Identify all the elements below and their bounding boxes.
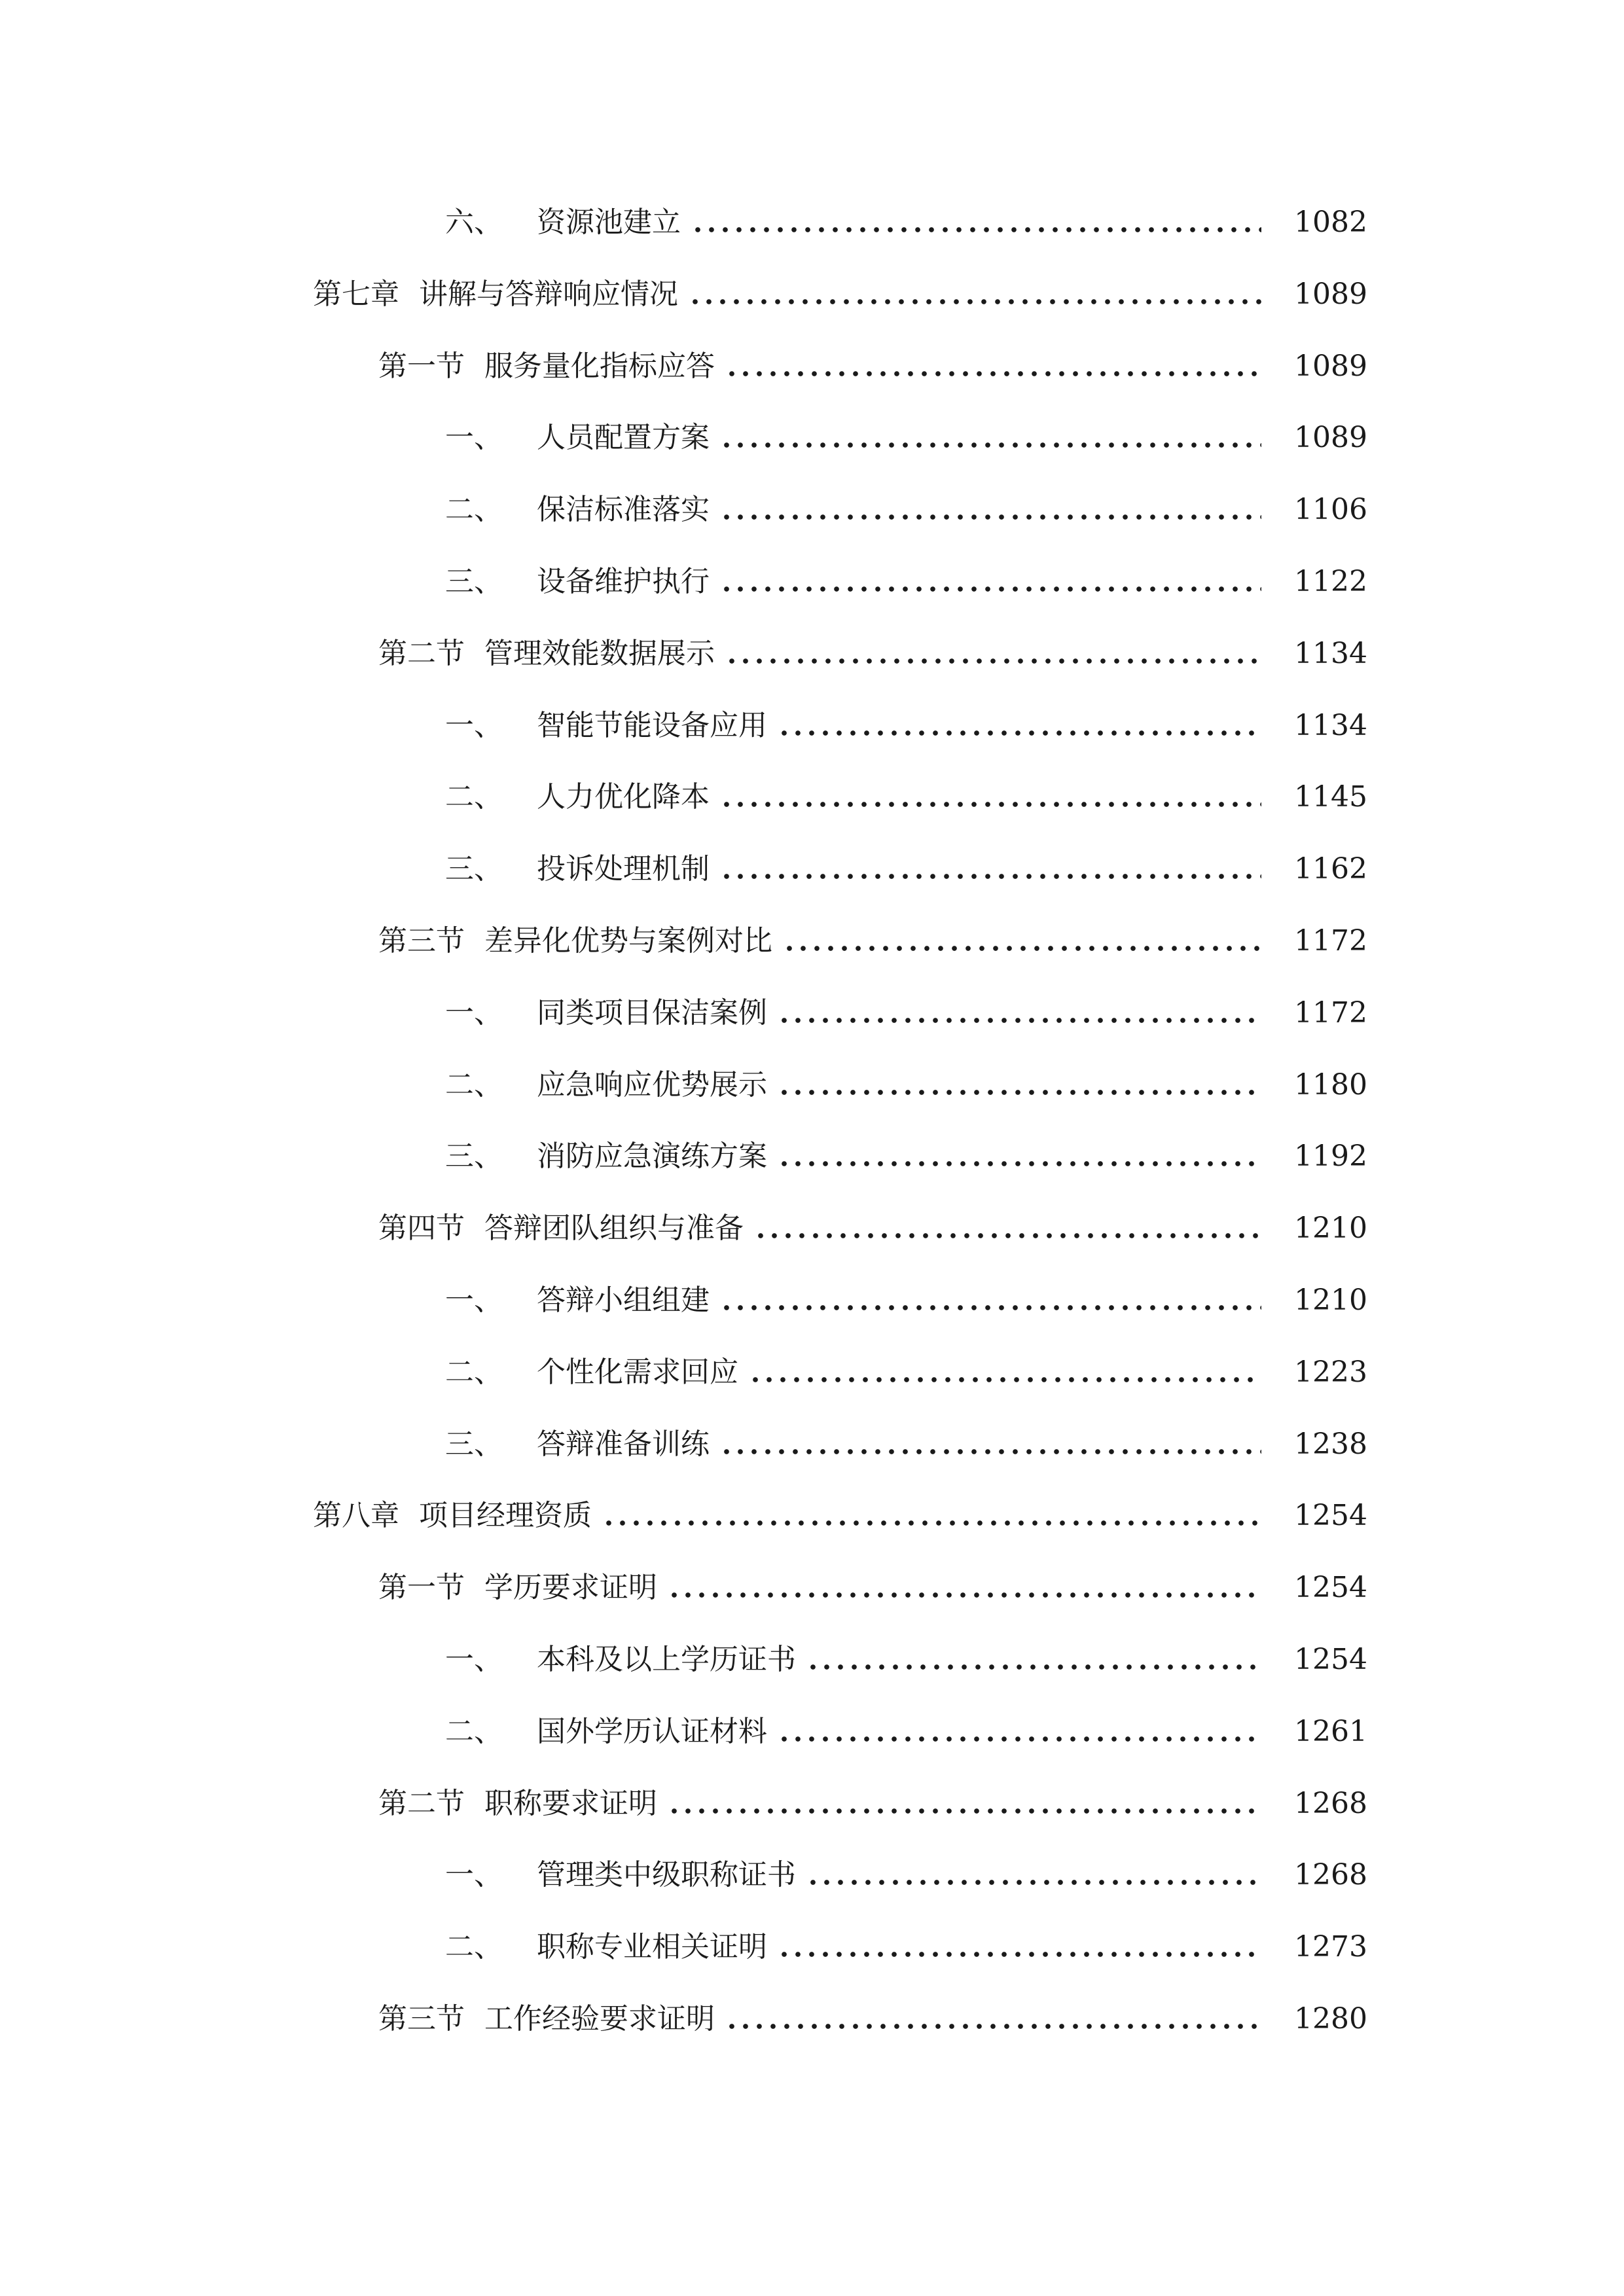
toc-entry[interactable] xyxy=(0,915,1624,967)
toc-entry-title: 智能节能设备应用 xyxy=(537,708,767,742)
toc-entry-title: 答辩小组组建 xyxy=(537,1283,710,1317)
toc-entry-page-number: 1082 xyxy=(1294,206,1367,239)
table-of-contents xyxy=(0,196,1624,2160)
dot-leader xyxy=(724,1449,1261,1456)
dot-leader xyxy=(672,1592,1261,1599)
toc-entry[interactable] xyxy=(0,1634,1624,1686)
toc-entry[interactable] xyxy=(0,843,1624,895)
toc-entry-page-wrap xyxy=(1276,484,1367,536)
toc-entry[interactable] xyxy=(0,771,1624,823)
toc-entry-title: 工作经验要求证明 xyxy=(484,2002,715,2036)
toc-entry-page-number: 1254 xyxy=(1294,1643,1367,1676)
dot-leader xyxy=(753,1377,1261,1384)
toc-entry[interactable] xyxy=(0,1849,1624,1901)
toc-entry-title: 个性化需求回应 xyxy=(537,1355,738,1389)
toc-entry[interactable] xyxy=(0,484,1624,536)
toc-entry-number: 六、 xyxy=(445,206,503,239)
toc-entry-page-number: 1254 xyxy=(1294,1571,1367,1605)
toc-entry-page-number: 1210 xyxy=(1294,1283,1367,1317)
toc-entry-page-number: 1172 xyxy=(1294,996,1367,1030)
dot-leader xyxy=(672,1808,1261,1815)
toc-entry-title: 投诉处理机制 xyxy=(537,852,710,886)
toc-entry-page-wrap xyxy=(1276,268,1367,321)
toc-entry-label xyxy=(378,1562,1276,1614)
toc-entry[interactable] xyxy=(0,987,1624,1039)
toc-entry[interactable] xyxy=(0,268,1624,321)
dot-leader xyxy=(729,2024,1261,2030)
toc-entry-page-number: 1238 xyxy=(1294,1427,1367,1461)
toc-entry-label xyxy=(313,268,1276,321)
toc-entry-label xyxy=(445,556,1276,608)
toc-entry-label xyxy=(378,1202,1276,1255)
toc-entry-page-number: 1162 xyxy=(1294,852,1367,886)
toc-entry-page-wrap xyxy=(1276,1634,1367,1686)
toc-entry[interactable] xyxy=(0,1202,1624,1255)
toc-entry-page-number: 1180 xyxy=(1294,1067,1367,1102)
toc-entry-title: 国外学历认证材料 xyxy=(537,1714,767,1748)
toc-entry-number: 三、 xyxy=(445,1139,503,1174)
toc-entry-page-number: 1089 xyxy=(1294,349,1367,383)
toc-entry[interactable] xyxy=(0,340,1624,393)
toc-entry-label xyxy=(445,1346,1276,1399)
dot-leader xyxy=(695,227,1261,234)
dot-leader xyxy=(724,442,1261,449)
toc-entry-page-wrap xyxy=(1276,771,1367,823)
toc-entry[interactable] xyxy=(0,196,1624,249)
toc-entry[interactable] xyxy=(0,1130,1624,1183)
toc-entry-title: 本科及以上学历证书 xyxy=(537,1643,796,1676)
dot-leader xyxy=(724,514,1261,521)
toc-entry-label xyxy=(445,843,1276,895)
dot-leader xyxy=(782,730,1261,737)
toc-entry-title: 职称要求证明 xyxy=(484,1786,657,1820)
toc-entry-label xyxy=(445,196,1276,249)
dot-leader xyxy=(606,1520,1261,1527)
toc-entry[interactable] xyxy=(0,1706,1624,1758)
toc-entry-page-wrap xyxy=(1276,700,1367,752)
toc-entry[interactable] xyxy=(0,1059,1624,1111)
toc-entry-title: 消防应急演练方案 xyxy=(537,1139,767,1174)
toc-entry-page-wrap xyxy=(1276,1059,1367,1111)
toc-entry-page-number: 1106 xyxy=(1294,493,1367,527)
toc-entry-page-number: 1254 xyxy=(1294,1499,1367,1533)
toc-entry-page-wrap xyxy=(1276,412,1367,464)
dot-leader xyxy=(724,802,1261,808)
toc-entry-label xyxy=(445,700,1276,752)
toc-entry-title: 应急响应优势展示 xyxy=(537,1067,767,1102)
dot-leader xyxy=(782,1090,1261,1096)
toc-entry-page-number: 1122 xyxy=(1294,565,1367,598)
toc-entry-page-number: 1089 xyxy=(1294,421,1367,455)
toc-entry-number: 一、 xyxy=(445,708,503,742)
toc-entry-label xyxy=(445,412,1276,464)
toc-entry-label xyxy=(445,484,1276,536)
toc-entry-page-wrap xyxy=(1276,915,1367,967)
toc-entry-number: 一、 xyxy=(445,1283,503,1317)
toc-entry-number: 第二节 xyxy=(378,1786,465,1820)
toc-entry-number: 第四节 xyxy=(378,1211,465,1246)
toc-entry-page-wrap xyxy=(1276,1346,1367,1399)
toc-entry-title: 项目经理资质 xyxy=(419,1499,592,1533)
toc-entry-page-number: 1268 xyxy=(1294,1786,1367,1820)
toc-entry-page-number: 1192 xyxy=(1294,1139,1367,1174)
toc-entry-title: 讲解与答辩响应情况 xyxy=(419,277,678,311)
toc-entry-page-wrap xyxy=(1276,340,1367,393)
toc-entry-page-number: 1261 xyxy=(1294,1714,1367,1748)
toc-entry[interactable] xyxy=(0,1921,1624,1973)
toc-entry-number: 第二节 xyxy=(378,636,465,670)
toc-entry-number: 二、 xyxy=(445,780,503,814)
toc-entry-number: 一、 xyxy=(445,1643,503,1676)
toc-entry-page-number: 1273 xyxy=(1294,1930,1367,1964)
toc-entry-page-wrap xyxy=(1276,987,1367,1039)
toc-entry-label xyxy=(378,1778,1276,1830)
toc-entry[interactable] xyxy=(0,1778,1624,1830)
toc-entry-page-wrap xyxy=(1276,1130,1367,1183)
toc-entry-number: 三、 xyxy=(445,1427,503,1461)
toc-entry-page-wrap xyxy=(1276,1993,1367,2045)
toc-entry-number: 一、 xyxy=(445,1858,503,1892)
toc-entry-page-number: 1145 xyxy=(1294,780,1367,814)
toc-entry-label xyxy=(378,915,1276,967)
toc-entry-label xyxy=(445,1418,1276,1471)
toc-entry-label xyxy=(313,1490,1276,1542)
toc-entry-number: 第三节 xyxy=(378,924,465,958)
toc-entry-label xyxy=(445,1274,1276,1327)
toc-entry-number: 第三节 xyxy=(378,2002,465,2036)
toc-entry-number: 二、 xyxy=(445,1355,503,1389)
toc-entry-label xyxy=(445,1921,1276,1973)
toc-entry-number: 三、 xyxy=(445,565,503,598)
toc-entry[interactable] xyxy=(0,628,1624,680)
toc-entry-title: 答辩团队组织与准备 xyxy=(484,1211,744,1246)
toc-entry-page-wrap xyxy=(1276,843,1367,895)
dot-leader xyxy=(782,1161,1261,1168)
dot-leader xyxy=(782,1018,1261,1024)
toc-entry[interactable] xyxy=(0,700,1624,752)
toc-entry-page-number: 1134 xyxy=(1294,636,1367,670)
toc-entry-title: 职称专业相关证明 xyxy=(537,1930,767,1964)
toc-entry-page-number: 1223 xyxy=(1294,1355,1367,1389)
dot-leader xyxy=(810,1880,1261,1886)
toc-entry-number: 第一节 xyxy=(378,349,465,383)
toc-entry-page-wrap xyxy=(1276,1274,1367,1327)
toc-entry-label xyxy=(445,1634,1276,1686)
toc-entry-number: 第八章 xyxy=(313,1499,399,1533)
toc-entry-page-number: 1280 xyxy=(1294,2002,1367,2036)
toc-entry[interactable] xyxy=(0,1274,1624,1327)
dot-leader xyxy=(782,1736,1261,1743)
toc-entry-title: 差异化优势与案例对比 xyxy=(484,924,772,958)
toc-entry-page-number: 1172 xyxy=(1294,924,1367,958)
toc-entry-title: 答辩准备训练 xyxy=(537,1427,710,1461)
toc-entry-number: 一、 xyxy=(445,996,503,1030)
toc-entry-label xyxy=(378,628,1276,680)
dot-leader xyxy=(693,299,1261,306)
toc-entry-number: 三、 xyxy=(445,852,503,886)
dot-leader xyxy=(724,586,1261,593)
toc-entry-page-wrap xyxy=(1276,628,1367,680)
toc-entry-page-number: 1268 xyxy=(1294,1858,1367,1892)
toc-entry-page-wrap xyxy=(1276,1202,1367,1255)
toc-entry-number: 二、 xyxy=(445,1067,503,1102)
toc-entry-page-number: 1210 xyxy=(1294,1211,1367,1246)
toc-entry-page-wrap xyxy=(1276,1849,1367,1901)
toc-entry-title: 同类项目保洁案例 xyxy=(537,996,767,1030)
toc-entry-title: 设备维护执行 xyxy=(537,565,710,598)
toc-entry-page-number: 1089 xyxy=(1294,277,1367,311)
toc-entry-label xyxy=(378,1993,1276,2045)
toc-entry-title: 服务量化指标应答 xyxy=(484,349,715,383)
toc-entry-label xyxy=(378,340,1276,393)
toc-entry-page-wrap xyxy=(1276,1490,1367,1542)
toc-entry[interactable] xyxy=(0,1418,1624,1471)
toc-entry[interactable] xyxy=(0,1346,1624,1399)
dot-leader xyxy=(758,1233,1261,1240)
toc-entry[interactable] xyxy=(0,1490,1624,1542)
toc-entry[interactable] xyxy=(0,412,1624,464)
toc-entry-title: 学历要求证明 xyxy=(484,1571,657,1605)
toc-entry[interactable] xyxy=(0,556,1624,608)
dot-leader xyxy=(787,946,1261,952)
toc-entry-number: 第七章 xyxy=(313,277,399,311)
toc-entry[interactable] xyxy=(0,1993,1624,2045)
toc-entry-label xyxy=(445,771,1276,823)
toc-entry-number: 二、 xyxy=(445,1714,503,1748)
toc-entry-number: 二、 xyxy=(445,493,503,527)
toc-entry-page-wrap xyxy=(1276,1706,1367,1758)
toc-entry-label xyxy=(445,1059,1276,1111)
dot-leader xyxy=(729,371,1261,378)
toc-entry-number: 一、 xyxy=(445,421,503,455)
toc-entry-page-wrap xyxy=(1276,1778,1367,1830)
dot-leader xyxy=(724,874,1261,880)
toc-entry[interactable] xyxy=(0,1562,1624,1614)
toc-entry-page-number: 1134 xyxy=(1294,708,1367,742)
toc-entry-title: 管理类中级职称证书 xyxy=(537,1858,796,1892)
toc-entry-title: 保洁标准落实 xyxy=(537,493,710,527)
toc-entry-number: 二、 xyxy=(445,1930,503,1964)
dot-leader xyxy=(782,1952,1261,1958)
dot-leader xyxy=(724,1305,1261,1312)
dot-leader xyxy=(810,1664,1261,1671)
toc-entry-title: 管理效能数据展示 xyxy=(484,636,715,670)
toc-entry-page-wrap xyxy=(1276,1418,1367,1471)
toc-entry-title: 人员配置方案 xyxy=(537,421,710,455)
toc-entry-label xyxy=(445,1849,1276,1901)
toc-entry-label xyxy=(445,987,1276,1039)
toc-entry-title: 资源池建立 xyxy=(537,206,681,239)
toc-entry-title: 人力优化降本 xyxy=(537,780,710,814)
toc-entry-label xyxy=(445,1130,1276,1183)
toc-entry-page-wrap xyxy=(1276,1562,1367,1614)
dot-leader xyxy=(729,658,1261,665)
toc-entry-page-wrap xyxy=(1276,1921,1367,1973)
toc-entry-page-wrap xyxy=(1276,196,1367,249)
toc-entry-label xyxy=(445,1706,1276,1758)
toc-entry-page-wrap xyxy=(1276,556,1367,608)
toc-entry-number: 第一节 xyxy=(378,1571,465,1605)
